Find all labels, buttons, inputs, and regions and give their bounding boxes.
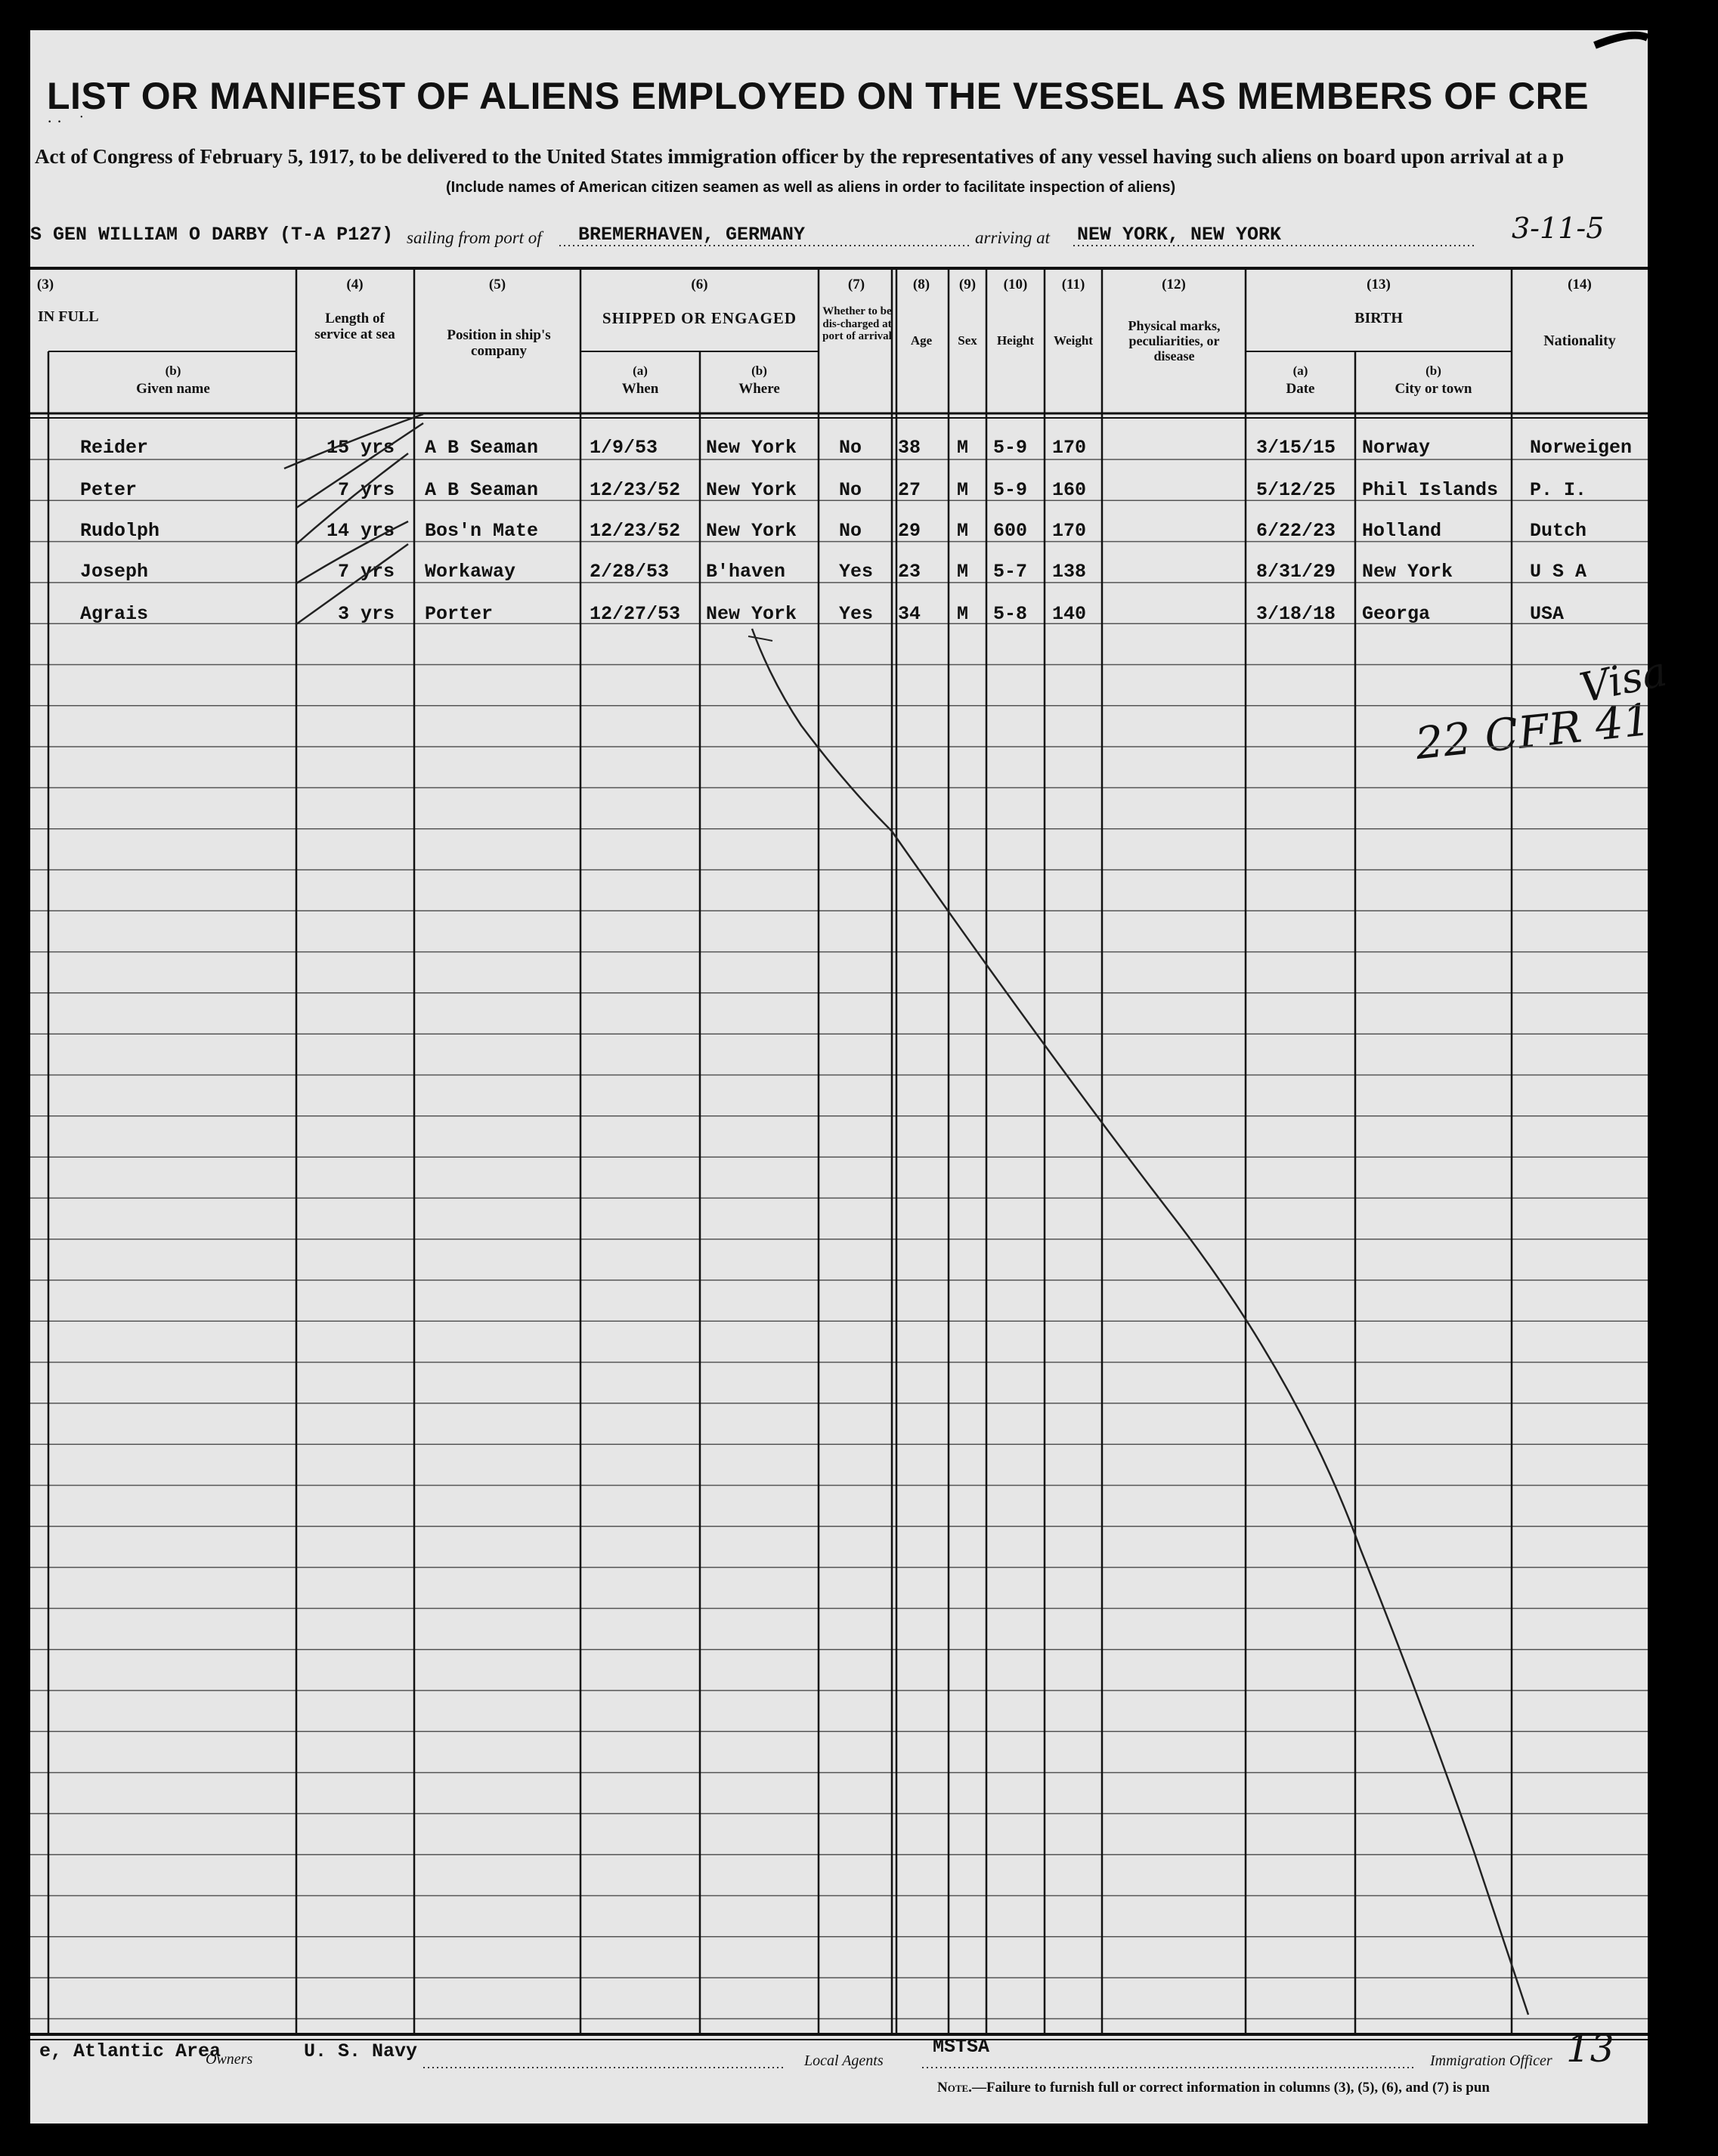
shipped-when: 1/9/53: [590, 437, 658, 459]
col6a-title: When: [621, 381, 659, 397]
birth-place: New York: [1362, 561, 1453, 583]
birth-place: Georga: [1362, 603, 1431, 625]
service-length: 3 yrs: [338, 603, 395, 625]
birth-date: 6/22/23: [1256, 520, 1336, 542]
birth-place: Phil Islands: [1362, 479, 1499, 501]
shipped-where: New York: [706, 437, 797, 459]
port-from: BREMERHAVEN, GERMANY: [578, 224, 806, 246]
given-name: Agrais: [80, 603, 149, 625]
arriving-label: arriving at: [975, 228, 1051, 247]
col3b-letter: (b): [165, 363, 181, 378]
height: 5-7: [993, 561, 1028, 583]
shipped-where: New York: [706, 520, 797, 542]
handwritten-cfr: 22 CFR 41: [1413, 693, 1654, 770]
height: 5-9: [993, 437, 1028, 459]
agents-label: Local Agents: [804, 2052, 884, 2069]
discharged: No: [839, 437, 862, 459]
col8-title: Age: [910, 333, 933, 348]
sex: M: [957, 561, 969, 583]
sex: M: [957, 603, 969, 625]
col10-title: Height: [996, 333, 1035, 348]
position: A B Seaman: [425, 437, 539, 459]
col6b-title: Where: [738, 381, 780, 397]
shipped-when: 12/23/52: [590, 479, 681, 501]
col3-number: (3): [36, 277, 54, 292]
weight: 170: [1052, 520, 1087, 542]
given-name: Reider: [80, 437, 149, 459]
owners-value: U. S. Navy: [304, 2040, 418, 2062]
col9-title: Sex: [958, 333, 977, 348]
shipped-when: 2/28/53: [590, 561, 670, 583]
shipped-where: New York: [706, 603, 797, 625]
birth-date: 8/31/29: [1256, 561, 1336, 583]
act-subtitle: Act of Congress of February 5, 1917, to be delivered to the United States immigration officer by the representatives of any vessel having such aliens on board upon arrival at a p: [35, 145, 1565, 168]
col6-title: SHIPPED OR ENGAGED: [602, 309, 797, 327]
nationality: U S A: [1530, 561, 1587, 583]
service-length: 15 yrs: [327, 437, 395, 459]
position: A B Seaman: [425, 479, 539, 501]
col7-number: (7): [847, 277, 865, 292]
height: 5-9: [993, 479, 1028, 501]
discharged: No: [839, 520, 862, 542]
col6-number: (6): [691, 277, 708, 292]
nationality: P. I.: [1530, 479, 1587, 501]
agents-value: MSTSA: [933, 2036, 990, 2058]
col14-title: Nationality: [1543, 333, 1616, 349]
officer-label: Immigration Officer: [1430, 2052, 1552, 2069]
birth-date: 3/15/15: [1256, 437, 1336, 459]
height: 5-8: [993, 603, 1028, 625]
vessel-name: S GEN WILLIAM O DARBY (T-A P127): [30, 224, 394, 246]
footer-area: e, Atlantic Area: [39, 2040, 221, 2062]
given-name: Rudolph: [80, 520, 160, 542]
nationality: Norweigen: [1530, 437, 1633, 459]
col6a-letter: (a): [633, 363, 648, 378]
col13b-letter: (b): [1425, 363, 1441, 378]
col9-number: (9): [958, 277, 977, 292]
age: 23: [898, 561, 921, 583]
discharged: No: [839, 479, 862, 501]
col5-number: (5): [488, 277, 506, 292]
age: 27: [898, 479, 921, 501]
owners-label: Owners: [206, 2051, 253, 2068]
weight: 160: [1052, 479, 1087, 501]
page-title: LIST OR MANIFEST OF ALIENS EMPLOYED ON THE VESSEL AS MEMBERS OF CRE: [47, 75, 1590, 117]
col6b-letter: (b): [751, 363, 767, 378]
port-to: NEW YORK, NEW YORK: [1077, 224, 1282, 246]
col11-number: (11): [1061, 277, 1085, 292]
position: Workaway: [425, 561, 516, 583]
height: 600: [993, 520, 1028, 542]
birth-place: Norway: [1362, 437, 1431, 459]
shipped-when: 12/23/52: [590, 520, 681, 542]
birth-date: 5/12/25: [1256, 479, 1336, 501]
service-length: 7 yrs: [338, 479, 395, 501]
note-text: —Failure to furnish full or correct information in columns (3), (5), (6), and (7) is pun: [971, 2080, 1490, 2096]
birth-place: Holland: [1362, 520, 1442, 542]
col13-number: (13): [1367, 277, 1391, 292]
handwritten-visa: Visa: [1575, 647, 1671, 713]
sex: M: [957, 437, 969, 459]
position: Bos'n Mate: [425, 520, 539, 542]
col12-number: (12): [1162, 277, 1186, 292]
col13a-title: Date: [1286, 381, 1315, 397]
col14-number: (14): [1568, 277, 1592, 292]
sex: M: [957, 520, 969, 542]
col3b-title: Given name: [136, 381, 210, 397]
col13a-letter: (a): [1292, 363, 1308, 378]
col7-title: Whether to be dis-charged at port of arrival: [822, 305, 892, 342]
weight: 138: [1052, 561, 1087, 583]
weight: 140: [1052, 603, 1087, 625]
col13b-title: City or town: [1395, 381, 1472, 397]
position: Porter: [425, 603, 494, 625]
col8-number: (8): [912, 277, 930, 292]
col5-title: Position in ship's company: [447, 327, 551, 359]
shipped-where: New York: [706, 479, 797, 501]
discharged: Yes: [839, 561, 874, 583]
officer-signature: 13: [1566, 2027, 1614, 2071]
service-length: 7 yrs: [338, 561, 395, 583]
include-note: (Include names of American citizen seamen as well as aliens in order to facilitate inspection of aliens): [446, 179, 1176, 196]
col4-number: (4): [346, 277, 364, 292]
col12-title: Physical marks, peculiarities, or disease: [1128, 318, 1221, 363]
col13-title: BIRTH: [1354, 310, 1403, 326]
given-name: Peter: [80, 479, 138, 501]
given-name: Joseph: [80, 561, 149, 583]
age: 34: [898, 603, 921, 625]
sex: M: [957, 479, 969, 501]
service-length: 14 yrs: [327, 520, 395, 542]
stray-marks: · · ˙: [47, 112, 85, 131]
age: 38: [898, 437, 921, 459]
weight: 170: [1052, 437, 1087, 459]
col3-title: IN FULL: [38, 308, 99, 325]
handwritten-date: 3-11-5: [1512, 212, 1605, 245]
discharged: Yes: [839, 603, 874, 625]
nationality: Dutch: [1530, 520, 1587, 542]
col10-number: (10): [1003, 277, 1028, 292]
shipped-where: B'haven: [706, 561, 786, 583]
birth-date: 3/18/18: [1256, 603, 1336, 625]
sailing-label: sailing from port of: [407, 228, 542, 247]
col4-title: Length of service at sea: [314, 311, 395, 342]
age: 29: [898, 520, 921, 542]
shipped-when: 12/27/53: [590, 603, 681, 625]
note-label: Note.: [937, 2080, 972, 2096]
col11-title: Weight: [1054, 333, 1093, 348]
nationality: USA: [1530, 603, 1565, 625]
